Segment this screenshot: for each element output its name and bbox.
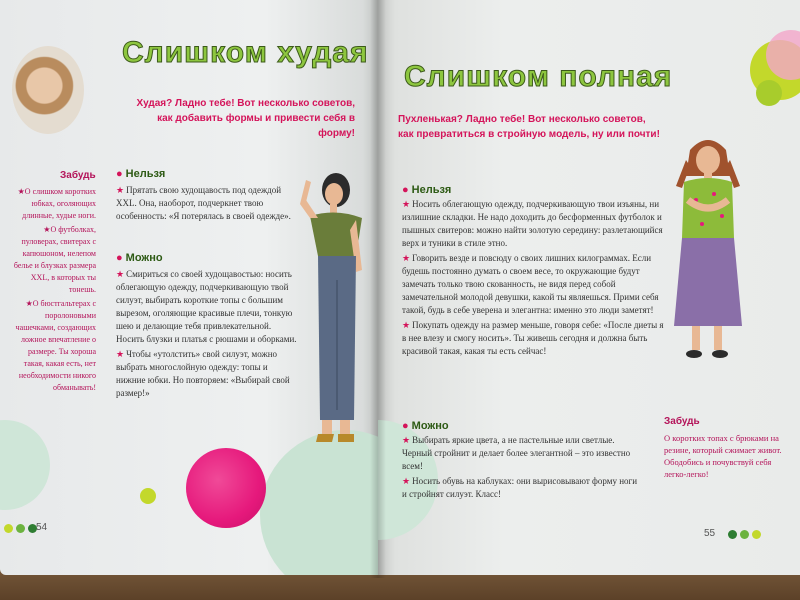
- section-item: ★ Носить обувь на каблуках: они вырисовывают форму ноги и стройнят силуэт. Класс!: [402, 476, 638, 499]
- dot: [728, 530, 737, 539]
- section-body-mozhno-left: [116, 268, 298, 402]
- section-item: ★ Говорить везде и повсюду о своих лишних килограммах. Если будешь постоянно думать о своем весе, то окружающие будут замечать только твою скованность, не видя перед собой замечательной молодой девушки, какой ты являешься. Прими себя такой, будь в себе уверена и элегантна: именно это люди заметят!: [402, 253, 659, 315]
- decor-circle-mint-bottom: [260, 430, 378, 575]
- section-item: ★ Выбирать яркие цвета, а не пастельные или светлые. Черный стройнит и делает более элегантной – это известно всем!: [402, 435, 631, 471]
- section-body-nelzya-left: [116, 184, 298, 225]
- sidebar-left: [6, 186, 96, 396]
- dot: [752, 530, 761, 539]
- page-number-left: 54: [36, 522, 48, 533]
- decor-circle-magenta: [186, 448, 266, 528]
- section-item: ★ Покупать одежду на размер меньше, говоря себе: «После диеты я в нее влезу и смогу носить». Ты живешь сегодня и должна быть красивой такая, какая ты есть сейчас!: [402, 320, 664, 356]
- section-item: ★ Носить облегающую одежду, подчеркивающую твои изъяны, ни излишние складки. Не надо доходить до бесформенных футболок и пышных свитеров: можно найти золотую середину: разлетающийся верх и туники в стиле этно.: [402, 199, 663, 248]
- page-dots-right: [728, 526, 764, 544]
- page-title-left: Слишком худая: [122, 36, 369, 69]
- section-heading-nelzya-left: ● Нельзя: [116, 168, 166, 180]
- sidebar-item: ★О бюстгальтерах с поролоновыми чашечками, создающих ложное впечатление о размере. Ты хороша такая, какая есть, нет необходимости никого обманывать!: [15, 299, 96, 392]
- page-number-right: 55: [704, 528, 716, 539]
- sidebar-title-right: Забудь: [664, 416, 700, 427]
- page-title-right: Слишком полная: [404, 60, 673, 93]
- sidebar-item: ★О футболках, пуловерах, свитерах с капюшоном, нелепом белье и блузках размера XXL, в которых ты тонешь.: [13, 225, 96, 294]
- girl-portrait-photo: [12, 46, 84, 134]
- page-dots-left: [4, 520, 40, 538]
- section-item: ★ Прятать свою худощавость под одеждой XXL. Она, наоборот, подчеркнет твою особенность: «Я потерялась в своей одежде».: [116, 185, 291, 221]
- section-item: ★ Смириться со своей худощавостью: носить облегающую одежду, подчеркивающую твой силуэт, выбирать короткие топы с большим вырезом, оголяющие красивые плечи, тонкую шею и делающие тебя привлекательной. Носить блузки и платья с рюшами и оборками.: [116, 269, 297, 344]
- decor-circle-mint-left: [0, 420, 50, 510]
- sidebar-title-left: Забудь: [60, 170, 96, 181]
- dot: [4, 524, 13, 533]
- section-item: ★ Чтобы «утолстить» свой силуэт, можно выбрать многослойную одежду: топы и нижние юбки. Но повторяем: «Выбирай свой размер!»: [116, 349, 290, 398]
- book-spine-shadow: [370, 0, 386, 578]
- slim-girl-illustration: [296, 160, 376, 450]
- lead-text-right: Пухленькая? Ладно тебе! Вот несколько советов, как превратиться в стройную модель, ну или почти!: [398, 114, 660, 140]
- plump-girl-illustration: [668, 130, 748, 370]
- lead-text-left: Худая? Ладно тебе! Вот несколько советов, как добавить формы и привести себя в форму!: [136, 98, 355, 139]
- right-page: [378, 0, 800, 575]
- section-body-mozhno-right: [402, 434, 642, 503]
- decor-circle-lime-small-top: [756, 80, 782, 106]
- section-heading-mozhno-right: ● Можно: [402, 420, 449, 432]
- dot: [740, 530, 749, 539]
- dot: [16, 524, 25, 533]
- sidebar-right: О коротких топах с брюками на резине, который сжимает живот. Ободобись и почувствуй себя легко-легко!: [664, 433, 782, 479]
- section-heading-nelzya-right: ● Нельзя: [402, 184, 452, 196]
- section-body-nelzya-right: [402, 198, 664, 360]
- section-heading-mozhno-left: ● Можно: [116, 252, 163, 264]
- decor-circle-lime-small: [140, 488, 156, 504]
- left-page: [0, 0, 378, 575]
- sidebar-item: ★О слишком коротких юбках, оголяющих длинные, худые ноги.: [17, 187, 96, 220]
